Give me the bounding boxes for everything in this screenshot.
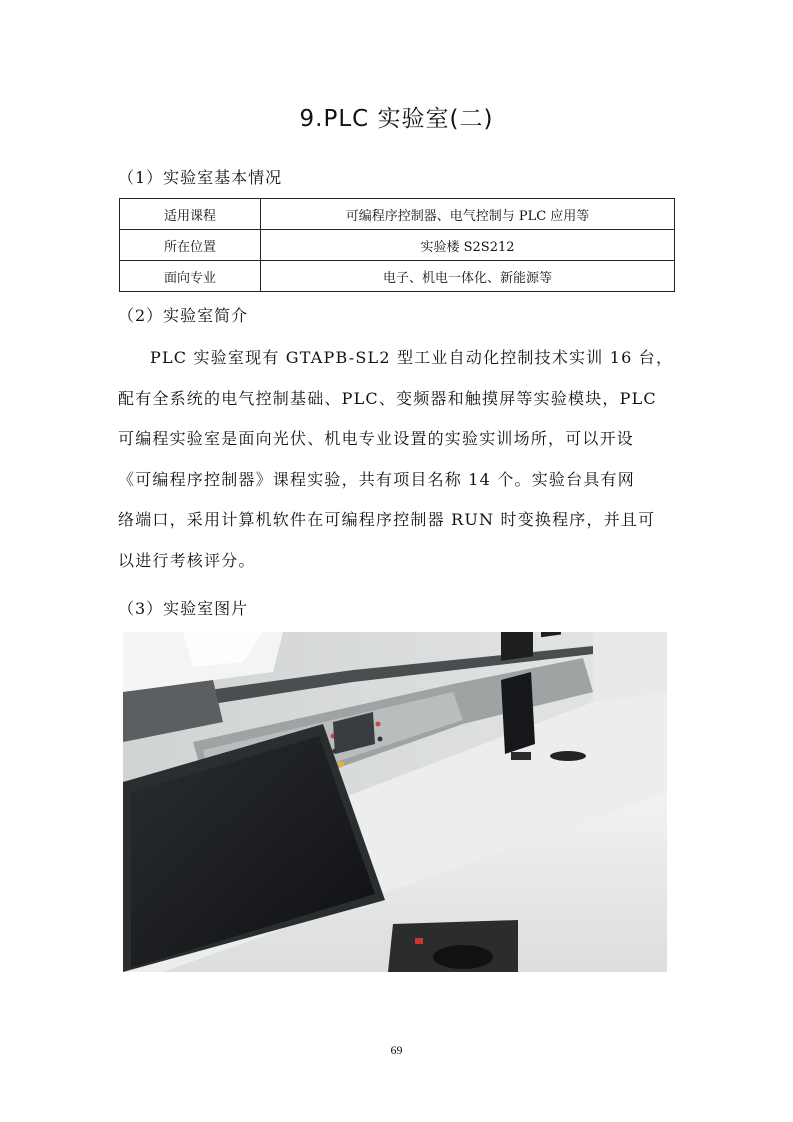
table-row [120,261,675,292]
paragraph-line: 配有全系统的电气控制基础、PLC、变频器和触摸屏等实验模块，PLC [118,388,657,408]
table-row [120,230,675,261]
table-cell-value: 电子、机电一体化、新能源等 [261,261,675,292]
table-cell-value: 实验楼 S2S212 [261,230,675,261]
paragraph-line: 可编程实验室是面向光伏、机电专业设置的实验实训场所，可以开设 [118,429,635,448]
page-title: 9.PLC 实验室(二) [299,106,494,132]
lab-photo [123,632,667,972]
table-row [120,199,675,230]
paragraph-line: 《可编程序控制器》课程实验，共有项目名称 14 个。实验台具有网 [118,469,635,489]
section-heading-photo: （3）实验室图片 [118,599,249,618]
table-cell-key: 适用课程 [120,199,261,230]
table-cell-value: 可编程序控制器、电气控制与 PLC 应用等 [261,199,675,230]
section-heading-intro: （2）实验室简介 [118,306,249,325]
section-heading-basic: （1）实验室基本情况 [118,168,283,187]
table-cell-key: 面向专业 [120,261,261,292]
paragraph-line: PLC 实验室现有 GTAPB-SL2 型工业自动化控制技术实训 16 台， [150,348,674,367]
intro-paragraph [118,338,676,581]
info-table [119,198,675,292]
paragraph-line: 络端口，采用计算机软件在可编程序控制器 RUN 时变换程序，并且可 [118,510,656,529]
table-cell-key: 所在位置 [120,230,261,261]
lab-photo-illustration [123,632,667,972]
paragraph-line: 以进行考核评分。 [118,550,256,570]
page-number: 69 [390,1043,403,1057]
